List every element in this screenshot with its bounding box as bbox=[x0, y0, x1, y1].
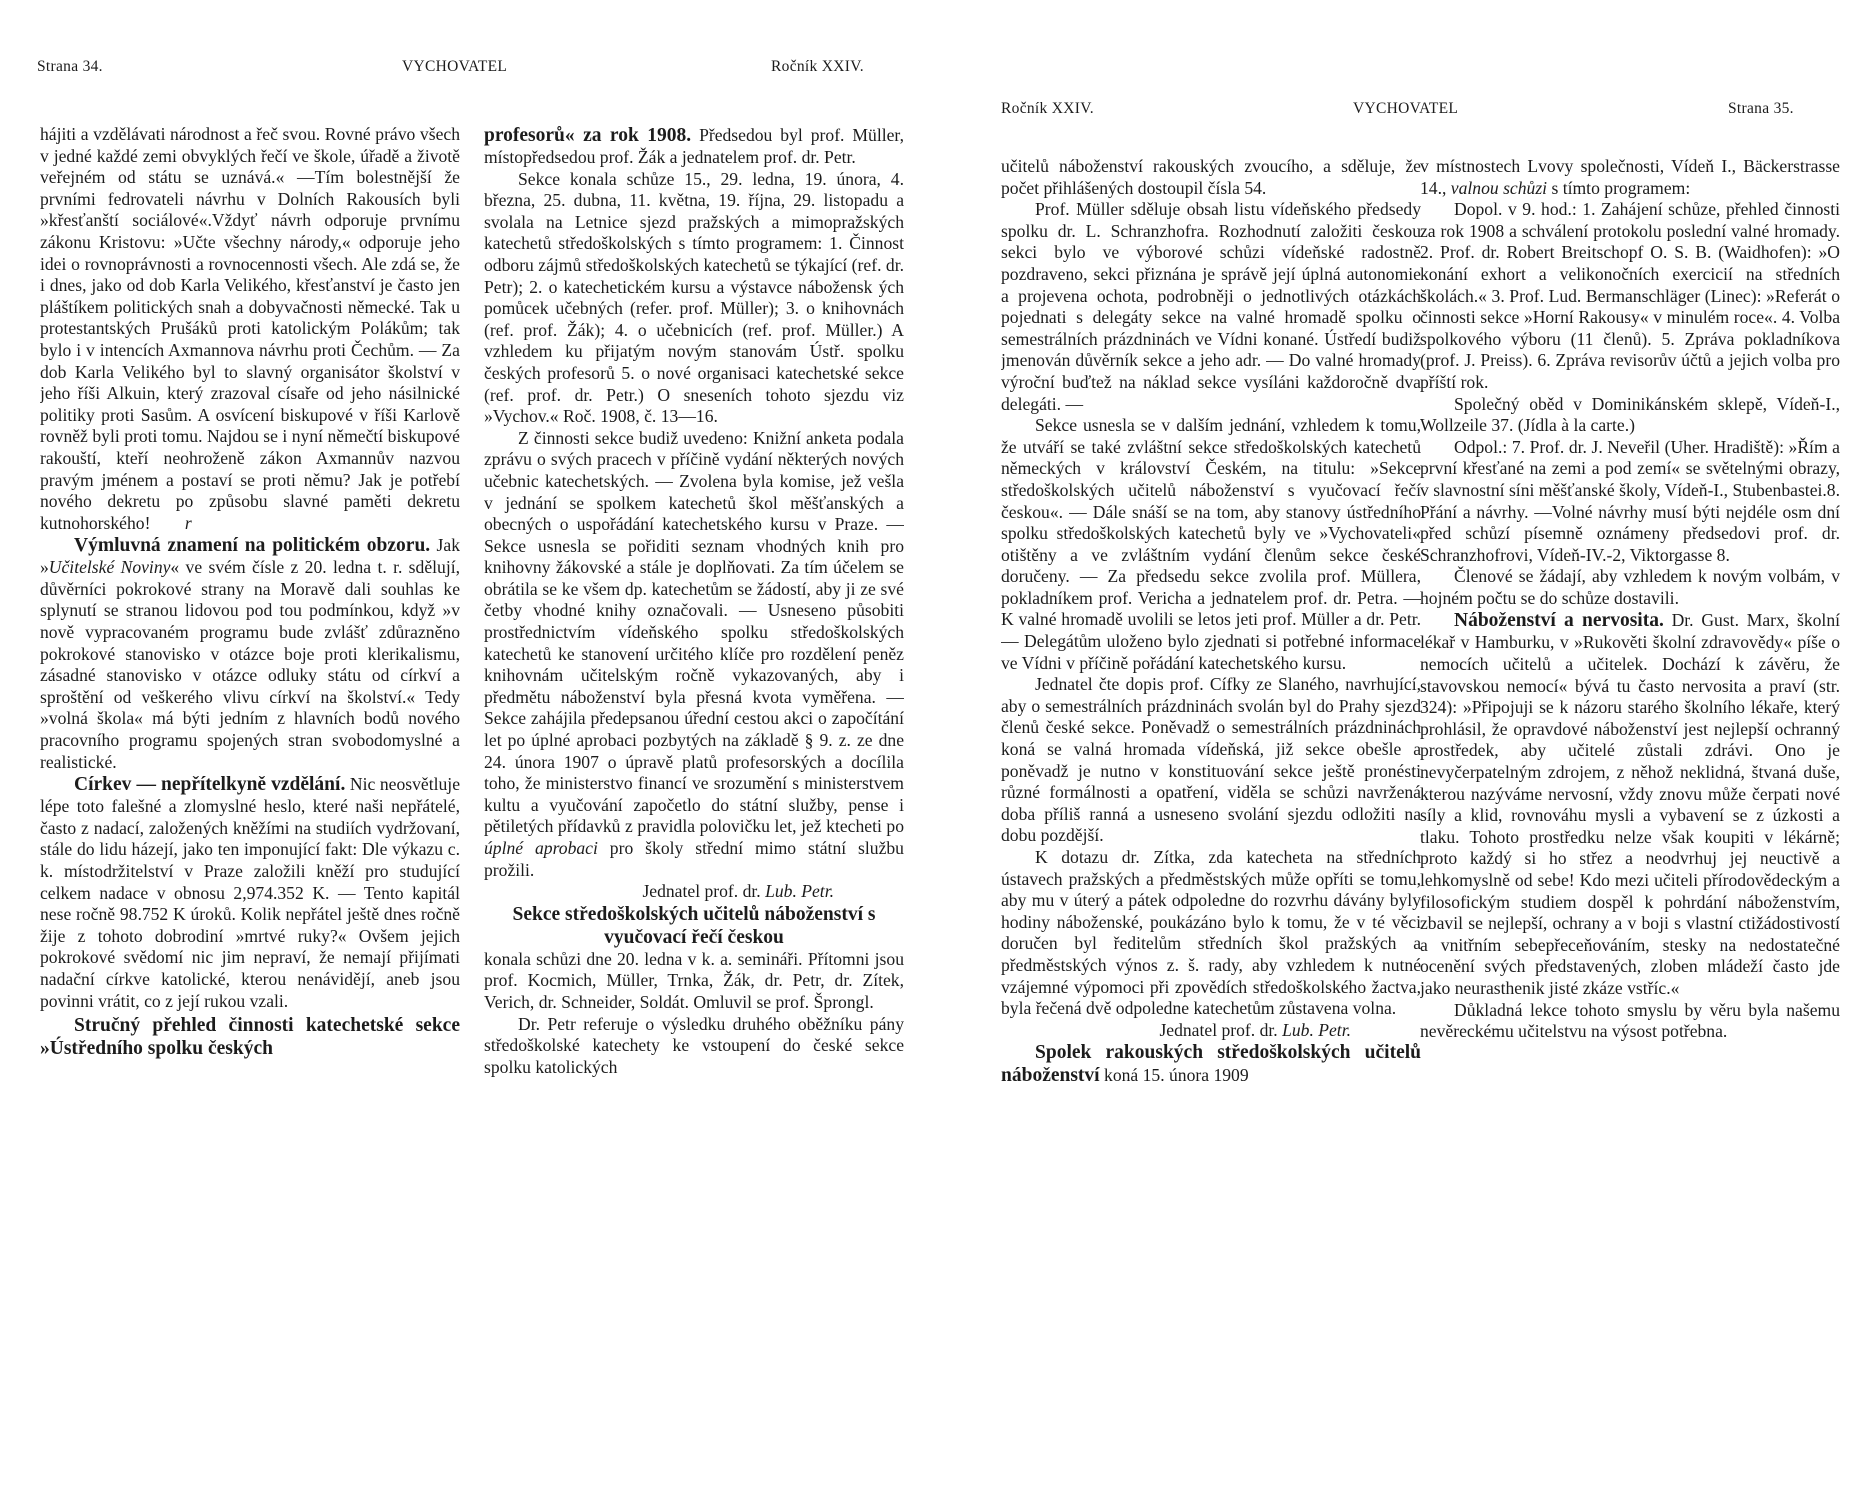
paragraph: konala schůzi dne 20. ledna v k. a. semináři. Přítomni jsou prof. Kocmich, Müller, Trnka, Žák, dr. Petr, dr. Zítek, Verich, dr. Schneider, Soldát. Omluvil se prof. Šprongl. bbox=[484, 948, 904, 1012]
paragraph: profesorů« za rok 1908. Předsedou byl prof. Müller, místopředsedou prof. Žák a jednatelem prof. dr. Petr. bbox=[484, 125, 904, 167]
paragraph: K dotazu dr. Zítka, zda katecheta na středních ústavech pražských a předměstských může opříti se tomu, aby mu v úterý a pátek odpoledne do rozvrhu dávány byly hodiny náboženské, poukázáno bylo k tomu, že v té věci doručen byl ředitelům středních škol pražských a předměstských výnos z. š. rady, aby vzhledem k nutné vzájemné výpomoci při zpovědích středoškolského žactva, byla řečená dvě odpoledne katechetům zůstavena volna. bbox=[1001, 847, 1421, 1019]
paragraph: Dr. Petr referuje o výsledku druhého oběžníku pány středoškolské katechety ke vstoupení do české sekce spolku katolických bbox=[484, 1013, 904, 1077]
signature-line: Jednatel prof. dr. Lub. Petr. bbox=[642, 881, 834, 902]
paragraph: Spolek rakouských středoškolských učitelů náboženství koná 15. února 1909 bbox=[1001, 1042, 1421, 1087]
section-heading-katechetska-sekce: Stručný přehled činnosti katechetské sekce »Ústředního spolku českých bbox=[40, 1015, 460, 1060]
paragraph: Sekce usnesla se v dalším jednání, vzhledem k tomu, že utváří se také zvláštní sekce středoškolských katechetů německých v království Českém, na titulu: »Sekce středoškolských učitelů náboženství s vyučovací řečí českou«. — Dále snáší se na tom, aby stanovy ústředního spolku středoškolských katechetů byly ve »Vychovateli« otištěny a ve zvláštním vydání členům sekce české doručeny. — Za předsedu sekce zvolila prof. Müllera, pokladníkem prof. Vericha a jednatelem prof. dr. Petra. — K valné hromadě uvolili se letos jeti prof. Müller a dr. Petr. — Delegátům uloženo bylo zjednati si potřebné informace ve Vídni v příčině pořádání katechetského kursu. bbox=[1001, 415, 1421, 673]
paragraph: Dopol. v 9. hod.: 1. Zahájení schůze, přehled činnosti za rok 1908 a schválení protokolu poslední valné hromady. 2. Prof. dr. Robert Breitschopf O. S. B. (Waidhofen): »O konání exhort a velikonočních exercicií na středních školách.« 3. Prof. Lud. Bermanschläger (Linec): »Referát o činnosti sekce »Horní Rakousy« v minulém roce«. 4. Volba spolkového výboru (11 členů). 5. Zpráva pokladníkova (prof. J. Preiss). 6. Zpráva revisorův účtů a jejich volba pro příští rok. bbox=[1420, 199, 1840, 392]
paragraph-politicke-obzoru: Výmluvná znamení na politickém obzoru. Jak »Učitelské Noviny« ve svém čísle z 20. ledna t. r. sdělují, důvěrníci pokrokové strany na Moravě dali souhlas ke splynutí se stranou lidovou pod tou podmínkou, když »v nově vypracovaném programu bude zvlášť zdůrazněno pokrokové stanovisko v otázce boje proti klerikalismu, zásadné stanovisko v otázce odluky státu od církví a sproštění od veškerého vlivu církví na školství.« Tedy »volná škola« má býti jedním z hlavních bodů nového pracovního programu spojených stran svobodomyslné a realistické. bbox=[40, 535, 460, 772]
paragraph: Z činnosti sekce budiž uvedeno: Knižní anketa podala zprávu o svých pracech v příčině vydání některých nových učebnic katechetských. — Zvolena byla komise, jež vešla v jednání se spolkem katechetů škol měšťanských a obecných o uspořádání katechetského kursu v Praze. — Sekce usnesla se pořiditi seznam vhodných knih pro knihovny žákovské a stále je doplňovati. Za tím účelem se obrátila se ke všem dp. katechetům se žádostí, aby ji ze své četby vhodné knihy označovali. — Usneseno působiti prostřednictvím vídeňského spolku středoškolských katechetů ke stanovení určitého klíče pro rozdělení peněz knihovnám učitelským ročně vykazovaných, aby i předmětu náboženství byla přesná kvota vyměřena. — Sekce zahájila předepsanou úřední cestou akci o započítání let po úplné aprobaci pozbytých na základě § 9. z. ze dne 24. února 1907 o úpravě platů profesorských a docílila toho, že ministerstvo financí ve srozumění s ministerstvem kultu a vyučování započetlo do státní služby, pense i pětiletých přídavků z pravidla polovičku let, jež ktecheti po úplné aprobaci pro školy střední mimo státní službu prožili. bbox=[484, 427, 904, 880]
paragraph: Společný oběd v Dominikánském sklepě, Vídeň-I., Wollzeile 37. (Jídla à la carte.) bbox=[1420, 393, 1840, 436]
paragraph-cirkev: Církev — nepřítelkyně vzdělání. Nic neosvětluje lépe toto falešné a zlomyslné heslo, které naši nepřátelé, často z nadací, založených kněžími na studiích vydržovaní, stále do lidu házejí, jako ten imponující fakt: Dle výkazu c. k. místodržitelství v Praze založili kněží pro studující celkem nadace v obnosu 2,974.352 K. — Tento kapitál nese ročně 98.752 K úroků. Kolik nepřátel ještě dnes ročně žije z tohoto dobrodiní »mrtvé ruky?« Ovšem jejich pokrokové svědomí nic jim nepraví, že nemají přijímati nadační církve katolické, kterou nenávidějí, aneb jsou povinni vrátit, co z její rukou vzali. bbox=[40, 774, 460, 1011]
right-page bbox=[935, 0, 1870, 1501]
section-heading: Sekce středoškolských učitelů náboženství s vyučovací řečí českou bbox=[512, 903, 876, 948]
paragraph: hájiti a vzdělávati národnost a řeč svou. Rovné právo všech v jedné každé zemi obvyklých řečí ve škole, úřadě a životě veřejném od státu se uznává.« —Tím bolestnější že prvními fedrovateli návrhu v Dolních Rakousích byli »křesťanští sociálové«.Vždyť návrh odporuje prvnímu zákonu Kristovu: »Učte všechny národy,« odporuje jeho idei o rovnoprávnosti a rovnocennosti všech. Ale zdá se, že i dnes, jako od dob Karla Velikého, křesťanství je často jen pláštíkem politických snah a dobyvačnosti německé. Tak u protestantských Prušáků proti katolickým Polákům; tak bylo i v intencích Axmannova návrhu proti Čechům. — Za dob Karla Velikého byl to slavný organisátor školství v jeho říši Alkuin, který zrazoval císaře od jeho násilnické politiky proti Sasům. A osvícení biskupové v říši Karlově rovněž byli proti tomu. Najdou se i nyní němečtí biskupové rakouští, kteří neohroženě zákon Axmannův nazvou pravým jménem a postaví se proti němu? Jak je potřebí nového dekretu po způsobu slavné paměti dekretu kutnohorského! r bbox=[40, 124, 460, 533]
handwritten-mark: r bbox=[184, 512, 192, 533]
running-title-left: VYCHOVATEL bbox=[402, 58, 508, 75]
section-heading: Církev — nepřítelkyně vzdělání. bbox=[74, 774, 346, 796]
signature-line: Jednatel prof. dr. Lub. Petr. bbox=[1159, 1019, 1351, 1040]
paragraph: Prof. Müller sděluje obsah listu vídeňského předsedy spolku dr. L. Schranzhofra. Rozhodnutí založiti českou sekci bylo ve výborové schůzi vídeňské radostně pozdraveno, sekci přiznána je správě její úplná autonomie a projevena ochota, podrobněji o jednotlivých otázkách pojednati s delegáty sekce na valné hromadě spolku o semestrálních prázdninách ve Vídni konané. Ústředí budiž jmenován důvěrník sekce a jeho adr. — Do valné hromady výroční buďtež na náklad sekce vysíláni každoročně dva delegáti. — bbox=[1001, 199, 1421, 414]
page-number-left: Strana 34. bbox=[37, 58, 103, 75]
paragraph: Důkladná lekce tohoto smyslu by věru byla našemu nevěreckému učitelstvu na výsost potřebna. bbox=[1420, 999, 1840, 1042]
paragraph: Jednatel čte dopis prof. Cífky ze Slaného, navrhující, aby o semestrálních prázdninách svolán byl do Prahy sjezd členů české sekce. Poněvadž o semestrálních prázdninách koná se valná hromada vídeňská, již sekce obešle a poněvadž je nutno v konstituování sekce ještě pronésti různé formálnosti a opatření, viděla se schůzi navržená doba příliš ranná a usneseno svolání sjezdu odložiti na dobu pozdější. bbox=[1001, 674, 1421, 846]
section-heading-continued: profesorů« za rok 1908. bbox=[484, 125, 692, 146]
section-heading: Spolek rakouských středoškolských učitelů náboženství bbox=[1001, 1042, 1421, 1087]
paragraph: učitelů náboženství rakouských zvoucího, a sděluje, že počet přihlášených dostoupil čísla 54. bbox=[1001, 156, 1421, 198]
paragraph: Odpol.: 7. Prof. dr. J. Neveřil (Uher. Hradiště): »Řím a první křesťané na zemi a pod zemí« se světelnými obrazy, v slavnostní síni měšťanské školy, Vídeň-I., Stubenbastei.8. Přání a návrhy. —Volné návrhy musí býti nejdéle osm dní před schůzí písemně oznámeny předsedovi prof. dr. Schranzhofrovi, Vídeň-IV.-2, Viktorgasse 8. bbox=[1420, 436, 1840, 565]
paragraph: Sekce konala schůze 15., 29. ledna, 19. února, 4. března, 25. dubna, 11. května, 19. října, 29. listopadu a svolala na Letnice sjezd pražských a mimopražských katechetů středoškolských s tímto programem: 1. Činnost odboru zájmů středoškolských katechetů se týkající (ref. dr. Petr); 2. o katechetickém kursu a výstavce nábožensk ých pomůcek učebných (refer. prof. Müller); 3. o knihovnách (ref. prof. Žák); 4. o učebnicích (ref. prof. Müller.) A vzhledem ku přijatým novým stanovám Ústř. spolku českých profesorů 5. o nové organisaci katechetské sekce (ref. prof. dr. Petr.) O sneseních tohoto sjezdu viz »Vychov.« Roč. 1908, č. 13—16. bbox=[484, 168, 904, 427]
left-page-column-1 bbox=[40, 124, 460, 1414]
running-title-right: VYCHOVATEL bbox=[1353, 100, 1459, 117]
left-page-column-2 bbox=[484, 124, 904, 1414]
paragraph: v místnostech Lvovy společnosti, Vídeň I., Bäckerstrasse 14., valnou schůzi s tímto programem: bbox=[1420, 156, 1840, 198]
paragraph: Náboženství a nervosita. Dr. Gust. Marx, školní lékař v Hamburku, v »Rukověti školní zdravovědy« píše o nemocích učitelů a učitelek. Dochází k závěru, že stavovskou nemocí« bývá tu často nervosita a praví (str. 324): »Připojuji se k názoru starého školního lékaře, který prohlásil, že opravdové náboženství jest nejlepší ochranný prostředek, aby učitelé zůstali zdrávi. Ono je nevyčerpatelným zdrojem, z něhož neklidná, štvaná duše, kterou nazýváme nervosní, vždy znovu může čerpati nové síly a klid, rovnováhu mysli a vybavení se z úzkosti a tlaku. Tohoto prostředku nelze však koupiti v lékárně; proto každý si ho střez a neodvrhuj jej neuctivě a lehkomyslně od sebe! Kdo mezi učiteli přírodovědeckým a filosofickým studiem dospěl k pohrdání náboženstvím, zbavil se nejlepší, ochrany a v boji s vlastní ctižádostivostí a vnitřním sebepřeceňováním, stesky na nedostatečné ocenění svých představených, zloben mládeží často jde jako neurasthenik jisté zkáze vstříc.« bbox=[1420, 610, 1840, 998]
right-page-column-2 bbox=[1420, 156, 1840, 1446]
paragraph: Členové se žádají, aby vzhledem k novým volbám, v hojném počtu se do schůze dostavili. bbox=[1420, 566, 1840, 608]
page-number-right: Strana 35. bbox=[1728, 100, 1794, 117]
section-heading: Náboženství a nervosita. bbox=[1454, 610, 1664, 632]
volume-label-left: Ročník XXIV. bbox=[771, 58, 864, 75]
right-page-column-1 bbox=[1001, 156, 1421, 1446]
section-heading: Výmluvná znamení na politickém obzoru. bbox=[74, 535, 431, 557]
paragraph bbox=[484, 903, 904, 949]
volume-label-right: Ročník XXIV. bbox=[1001, 100, 1094, 117]
